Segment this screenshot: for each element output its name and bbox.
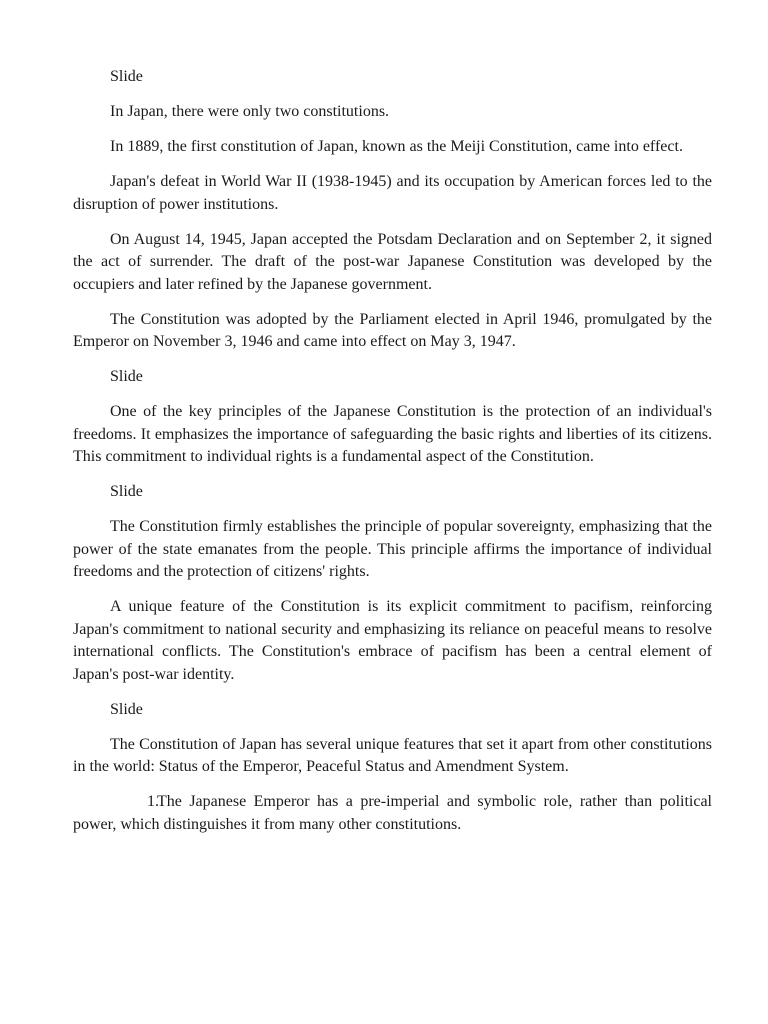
- list-number: 1.: [147, 793, 159, 810]
- paragraph: In 1889, the first constitution of Japan, known as the Meiji Constitution, came into effect.: [110, 138, 683, 155]
- slide-heading: Slide: [110, 68, 143, 85]
- list-item-text: The Japanese Emperor has a pre-imperial and symbolic role, rather than political power, which distinguishes it from many other constitutions.: [73, 793, 712, 833]
- paragraph: One of the key principles of the Japanese Constitution is the protection of an individual's freedoms. It emphasizes the importance of safeguarding the basic rights and liberties of its citizens. This commitment to individual rights is a fundamental aspect of the Constitution.: [73, 403, 712, 465]
- paragraph: Japan's defeat in World War II (1938-1945) and its occupation by American forces led to the disruption of power institutions.: [73, 173, 712, 213]
- document-page: [73, 66, 712, 849]
- paragraph: The Constitution of Japan has several unique features that set it apart from other constitutions in the world: Status of the Emperor, Peaceful Status and Amendment System.: [73, 735, 712, 775]
- paragraph: The Constitution was adopted by the Parliament elected in April 1946, promulgated by the Emperor on November 3, 1946 and came into effect on May 3, 1947.: [73, 310, 712, 350]
- paragraph: The Constitution firmly establishes the principle of popular sovereignty, emphasizing that the power of the state emanates from the people. This principle affirms the importance of individual freedoms and the protection of citizens' rights.: [73, 518, 712, 580]
- paragraph: On August 14, 1945, Japan accepted the Potsdam Declaration and on September 2, it signed the act of surrender. The draft of the post-war Japanese Constitution was developed by the occupiers and later refined by the Japanese government.: [73, 230, 712, 293]
- slide-heading: Slide: [110, 368, 143, 385]
- paragraph: In Japan, there were only two constitutions.: [110, 103, 390, 120]
- paragraph: A unique feature of the Constitution is its explicit commitment to pacifism, reinforcing Japan's commitment to national security and emphasizing its reliance on peaceful means to resolve international conflicts. The Constitution's embrace of pacifism has been a central element of Japan's post-war identity.: [73, 598, 712, 683]
- numbered-list-item: [73, 791, 712, 836]
- slide-heading: Slide: [110, 483, 143, 500]
- slide-heading: Slide: [110, 700, 143, 718]
